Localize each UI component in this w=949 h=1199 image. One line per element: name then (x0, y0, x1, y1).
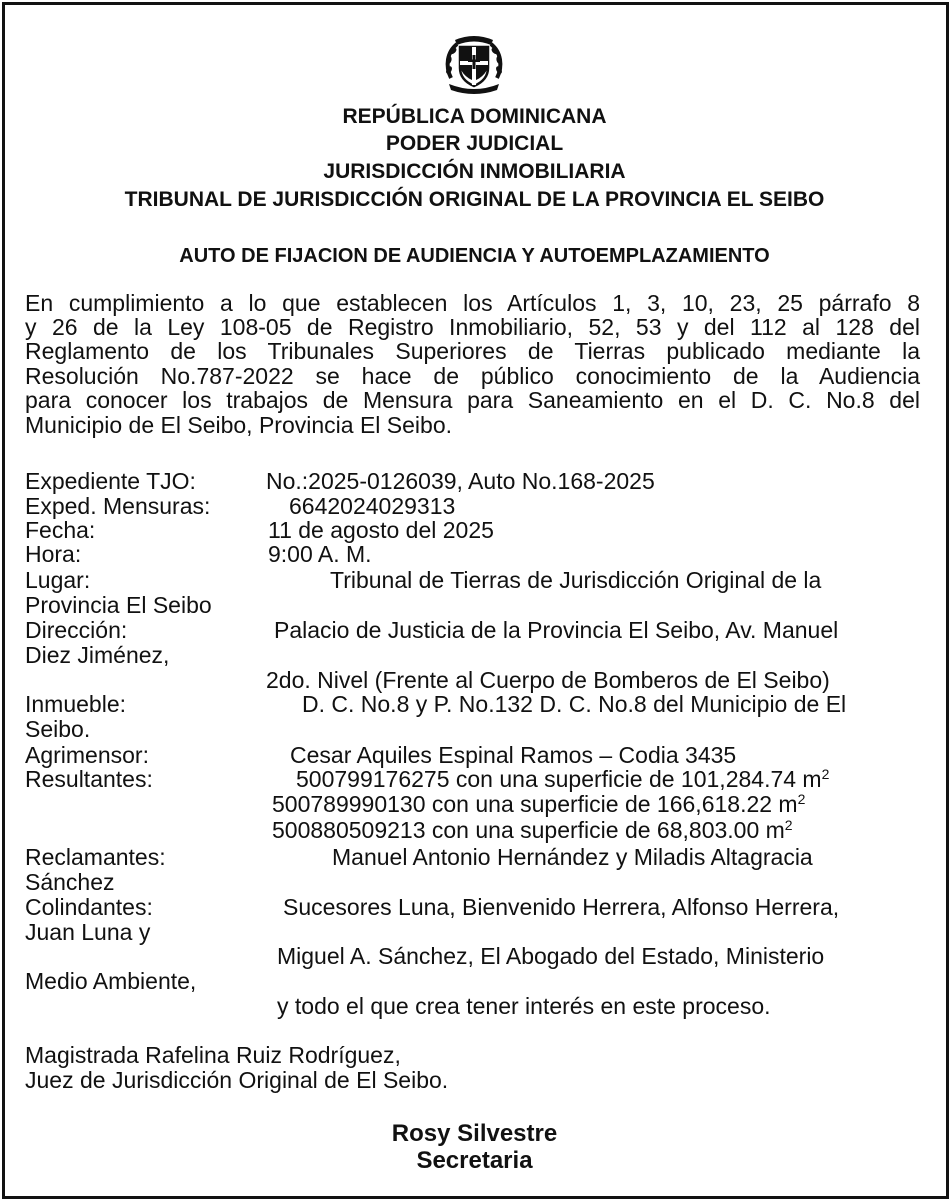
hora-value: 9:00 A. M. (268, 541, 372, 567)
resultante-text: 500799176275 con una superficie de 101,284.74 m (296, 766, 822, 792)
colindantes-label: Colindantes: (25, 894, 153, 920)
header-poder-judicial: PODER JUDICIAL (385, 132, 564, 155)
reclamantes-continuation: Sánchez (25, 869, 115, 895)
agrimensor-label: Agrimensor: (25, 742, 149, 768)
signature-name: Rosy Silvestre (391, 1120, 558, 1147)
direccion-value: Palacio de Justicia de la Provincia El Seibo, Av. Manuel (274, 617, 839, 643)
header-republica: REPÚBLICA DOMINICANA (342, 105, 607, 128)
mensuras-label: Exped. Mensuras: (25, 493, 211, 519)
document-title: AUTO DE FIJACION DE AUDIENCIA Y AUTOEMPLAZAMIENTO (179, 245, 770, 267)
header-jurisdiccion: JURISDICCIÓN INMOBILIARIA (323, 160, 626, 183)
coat-of-arms-seal (441, 30, 507, 96)
intro-line: para conocer los trabajos de Mensura para Saneamiento en el D. C. No.8 del (25, 387, 920, 413)
resultante-parcel (296, 767, 829, 791)
fecha-value: 11 de agosto del 2025 (268, 517, 494, 543)
reclamantes-value: Manuel Antonio Hernández y Miladis Altagracia (332, 844, 813, 870)
signature-role: Secretaria (416, 1147, 533, 1174)
lugar-continuation: Provincia El Seibo (25, 592, 212, 618)
inmueble-label: Inmueble: (25, 691, 127, 717)
mensuras-value: 6642024029313 (289, 493, 456, 519)
resultantes-label: Resultantes: (25, 766, 153, 792)
direccion-line2: 2do. Nivel (Frente al Cuerpo de Bomberos de El Seibo) (266, 667, 830, 693)
reclamantes-label: Reclamantes: (25, 844, 166, 870)
resultante-parcel (272, 792, 805, 816)
intro-line: En cumplimiento a lo que establecen los Artículos 1, 3, 10, 23, 25 párrafo 8 (25, 290, 920, 316)
resultante-parcel (272, 818, 793, 842)
expediente-value: No.:2025-0126039, Auto No.168-2025 (266, 468, 655, 494)
unit-exponent: 2 (797, 791, 806, 807)
hora-label: Hora: (25, 541, 82, 567)
resultante-text: 500880509213 con una superficie de 68,803.00 m (272, 817, 785, 843)
direccion-continuation: Diez Jiménez, (25, 642, 170, 668)
intro-line: Resolución No.787-2022 se hace de público conocimiento de la Audiencia (25, 363, 920, 389)
inmueble-value: D. C. No.8 y P. No.132 D. C. No.8 del Municipio de El (302, 691, 847, 717)
colindantes-continuation: Juan Luna y (25, 919, 151, 945)
colindantes-continuation2: Medio Ambiente, (25, 968, 197, 994)
direccion-label: Dirección: (25, 617, 128, 643)
unit-exponent: 2 (784, 817, 793, 833)
lugar-label: Lugar: (25, 567, 91, 593)
intro-line: Municipio de El Seibo, Provincia El Seibo. (25, 412, 453, 438)
agrimensor-value: Cesar Aquiles Espinal Ramos – Codia 3435 (290, 742, 737, 768)
colindantes-value: Sucesores Luna, Bienvenido Herrera, Alfonso Herrera, (283, 894, 840, 920)
intro-line: Reglamento de los Tribunales Superiores de Tierras publicado mediante la (25, 338, 920, 364)
intro-line: y 26 de la Ley 108-05 de Registro Inmobiliario, 52, 53 y del 112 al 128 del (25, 314, 920, 340)
colindantes-line3: y todo el que crea tener interés en este proceso. (277, 993, 771, 1019)
inmueble-continuation: Seibo. (25, 716, 91, 742)
resultante-text: 500789990130 con una superficie de 166,618.22 m (272, 791, 798, 817)
expediente-label: Expediente TJO: (25, 468, 196, 494)
juez-title: Juez de Jurisdicción Original de El Seibo. (25, 1067, 449, 1093)
fecha-label: Fecha: (25, 517, 96, 543)
header-tribunal: TRIBUNAL DE JURISDICCIÓN ORIGINAL DE LA PROVINCIA EL SEIBO (124, 188, 825, 211)
lugar-value: Tribunal de Tierras de Jurisdicción Original de la (330, 567, 822, 593)
colindantes-line2: Miguel A. Sánchez, El Abogado del Estado, Ministerio (277, 943, 825, 969)
unit-exponent: 2 (821, 766, 830, 782)
magistrada-name: Magistrada Rafelina Ruiz Rodríguez, (25, 1042, 401, 1068)
